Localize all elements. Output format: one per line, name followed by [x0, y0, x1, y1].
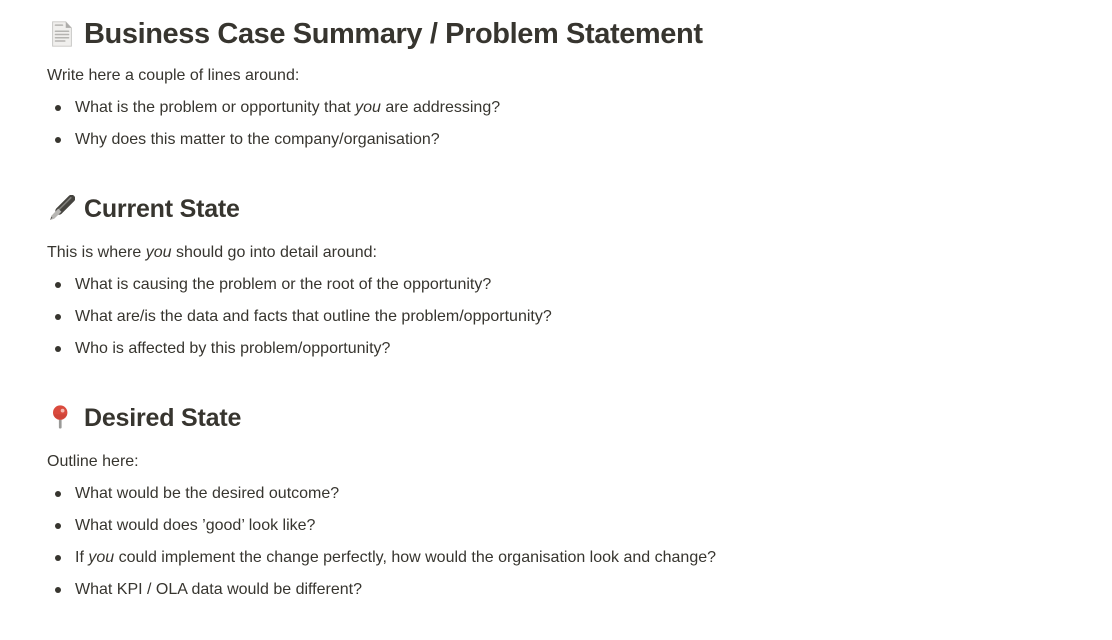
list-item: What KPI / OLA data would be different? [47, 574, 1072, 606]
section-heading-text: Current State [84, 195, 240, 223]
intro-paragraph: Outline here: [47, 453, 139, 470]
intro-paragraph: Write here a couple of lines around: [47, 67, 300, 84]
page-title [47, 15, 1072, 53]
bullet-list [47, 478, 1072, 606]
list-item: What are/is the data and facts that outline the problem/opportunity? [47, 301, 1072, 333]
list-item: What is the problem or opportunity that you are addressing? [47, 92, 1072, 124]
page-title-text: Business Case Summary / Problem Statement [84, 18, 703, 50]
pen-icon [47, 195, 84, 223]
section-heading-current-state [47, 190, 1072, 228]
bullet-list [47, 92, 1072, 156]
intro-paragraph: This is where you should go into detail around: [47, 244, 377, 261]
list-item: What is causing the problem or the root of the opportunity? [47, 269, 1072, 301]
section-heading-text: Desired State [84, 404, 242, 432]
document-icon [47, 19, 84, 49]
list-item: What would be the desired outcome? [47, 478, 1072, 510]
section-summary [47, 60, 1072, 156]
list-item: Why does this matter to the company/organisation? [47, 124, 1072, 156]
bullet-list [47, 269, 1072, 365]
section-heading-desired-state [47, 399, 1072, 437]
section-desired-state [47, 399, 1072, 606]
list-item: If you could implement the change perfectly, how would the organisation look and change? [47, 542, 1072, 574]
list-item: What would does ’good’ look like? [47, 510, 1072, 542]
list-item: Who is affected by this problem/opportunity? [47, 333, 1072, 365]
section-current-state [47, 190, 1072, 365]
round-pushpin-icon [47, 405, 84, 431]
